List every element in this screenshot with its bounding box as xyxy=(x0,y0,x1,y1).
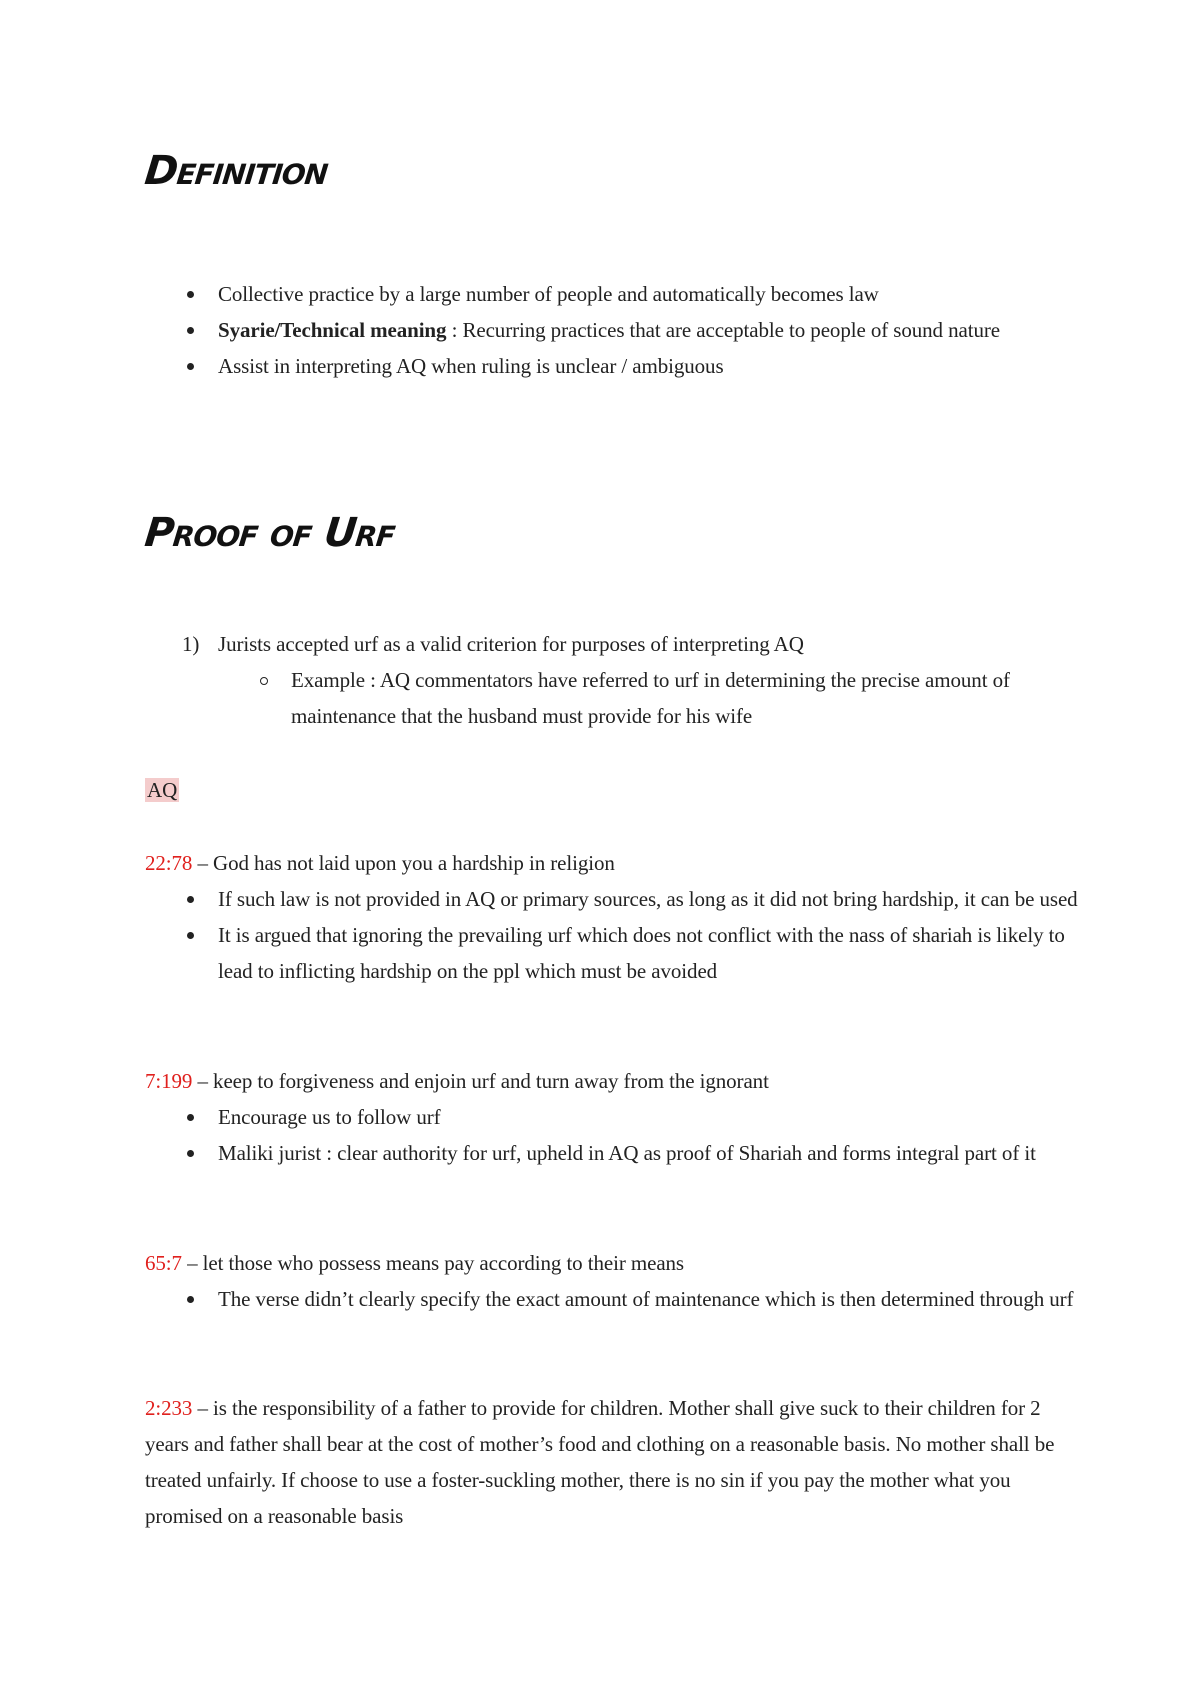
proof-item-1-marker: 1) xyxy=(182,632,200,656)
list-item xyxy=(145,917,1085,989)
list-item xyxy=(218,662,1085,734)
verse-7-199 xyxy=(145,1063,1085,1171)
verse-line xyxy=(145,1063,1085,1099)
verse-text: – God has not laid upon you a hardship in religion xyxy=(192,851,615,875)
verse-line xyxy=(145,845,1085,881)
verse-bullets xyxy=(145,1099,1085,1171)
definition-bullet-3-text: Assist in interpreting AQ when ruling is unclear / ambiguous xyxy=(218,354,724,378)
definition-bullet-2-bold: Syarie/Technical meaning xyxy=(218,318,447,342)
list-item xyxy=(145,1281,1085,1317)
proof-item-1-text: Jurists accepted urf as a valid criterion for purposes of interpreting AQ xyxy=(218,632,804,656)
verse-text: – let those who possess means pay according to their means xyxy=(181,1251,685,1275)
verse-text: – is the responsibility of a father to provide for children. Mother shall give suck to their children for 2 years and father shall bear at the cost of mother’s food and clothing on a reasonable basis. No mother shall be treated unfairly. If choose to use a foster-suckling mother, there is no sin if you pay the mother what you promised on a reasonable basis xyxy=(145,1396,1055,1528)
verse-bullets xyxy=(145,881,1085,989)
verse-65-7 xyxy=(145,1245,1085,1317)
verse-22-78 xyxy=(145,845,1085,989)
verse-bullet-text: It is argued that ignoring the prevailing urf which does not conflict with the nass of shariah is likely to lead to inflicting hardship on the ppl which must be avoided xyxy=(218,923,1065,983)
aq-label-line xyxy=(145,772,1085,808)
list-item xyxy=(145,276,1085,312)
verse-ref: 65:7 xyxy=(145,1251,182,1275)
list-item xyxy=(145,626,1085,734)
proof-section xyxy=(145,626,1085,734)
verse-line xyxy=(145,1245,1085,1281)
verse-bullet-text: If such law is not provided in AQ or primary sources, as long as it did not bring hardship, it can be used xyxy=(218,887,1078,911)
verse-ref: 7:199 xyxy=(145,1069,193,1093)
definition-section xyxy=(145,276,1085,384)
definition-heading: Definition xyxy=(142,148,330,194)
verse-2-233 xyxy=(145,1390,1085,1534)
verse-ref: 2:233 xyxy=(145,1396,193,1420)
verse-bullet-text: Encourage us to follow urf xyxy=(218,1105,441,1129)
definition-bullet-1-text: Collective practice by a large number of people and automatically becomes law xyxy=(218,282,879,306)
list-item xyxy=(145,881,1085,917)
verse-bullet-text: Maliki jurist : clear authority for urf, upheld in AQ as proof of Shariah and forms integral part of it xyxy=(218,1141,1036,1165)
aq-label: AQ xyxy=(147,778,178,802)
list-item xyxy=(145,348,1085,384)
proof-item-1-sub-1-text: Example : AQ commentators have referred to urf in determining the precise amount of maintenance that the husband must provide for his wife xyxy=(291,668,1010,728)
definition-bullet-2-text: : Recurring practices that are acceptable to people of sound nature xyxy=(446,318,1000,342)
verse-bullets xyxy=(145,1281,1085,1317)
list-item xyxy=(145,1099,1085,1135)
verse-ref: 22:78 xyxy=(145,851,193,875)
proof-heading: Proof of Urf xyxy=(142,510,397,556)
proof-sub-list xyxy=(218,662,1085,734)
list-item xyxy=(145,1135,1085,1171)
definition-list xyxy=(145,276,1085,384)
list-item xyxy=(145,312,1085,348)
verse-paragraph xyxy=(145,1390,1085,1534)
proof-list xyxy=(145,626,1085,734)
verse-text: – keep to forgiveness and enjoin urf and turn away from the ignorant xyxy=(192,1069,769,1093)
verse-bullet-text: The verse didn’t clearly specify the exact amount of maintenance which is then determined through urf xyxy=(218,1287,1074,1311)
